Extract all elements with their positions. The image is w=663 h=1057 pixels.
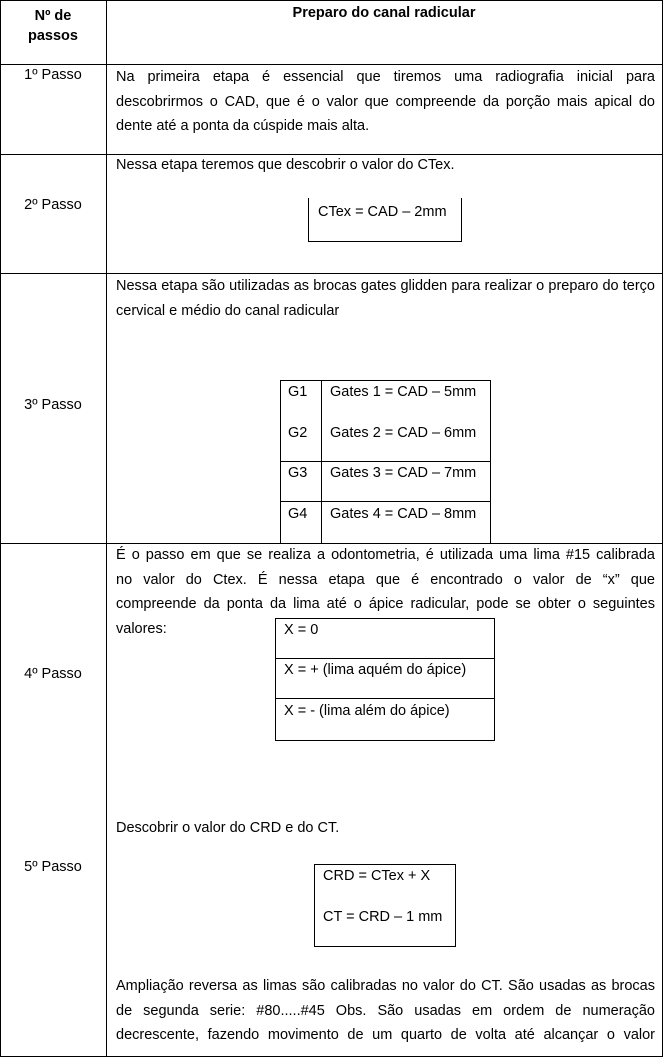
formula-text: CTex = CAD – 2mm [318,204,447,220]
header-steps-label [0,6,106,46]
step-label: 1º Passo [24,67,82,83]
step-description: Descobrir o valor do CRD e do CT. [116,820,340,836]
x-values-table [275,618,495,741]
gates-value: Gates 4 = CAD – 8mm [330,506,477,522]
gates-code: G2 [288,425,308,441]
gates-table [280,380,491,544]
gates-value: Gates 2 = CAD – 6mm [330,425,477,441]
text-line: É o passo em que se realiza a odontometria, é utilizada uma lima #15 calibrada [116,547,655,563]
formula-text: CT = CRD – 1 mm [323,909,443,925]
gates-code: G4 [288,506,308,522]
table-border-top [0,0,663,1]
x-row-divider [276,658,494,659]
gates-code: G1 [288,384,308,400]
step-label: 4º Passo [24,666,82,682]
step-label: 3º Passo [24,397,82,413]
formula-box [314,864,456,947]
header-steps-line1: Nº de [34,8,72,24]
formula-box [308,198,462,242]
x-value: X = + (lima aquém do ápice) [284,662,467,678]
gates-code: G3 [288,465,308,481]
gates-row-divider [281,461,490,462]
gates-value: Gates 3 = CAD – 7mm [330,465,477,481]
step-description: Na primeira etapa é essencial que tiremos uma radiografia inicial para descobrirmos o CAD, que é o valor que compreende da porção mais apical do dente até a ponta da cúspide mais alta. [116,69,655,134]
text-line: no valor do Ctex. É nessa etapa que é encontrado o valor de “x” que [116,571,655,588]
row-divider [0,154,663,155]
text-line: valores: [116,620,167,637]
table-border-left [0,0,1,1057]
step-description: Nessa etapa teremos que descobrir o valor do CTex. [116,157,455,173]
step-description: Nessa etapa são utilizadas as brocas gates glidden para realizar o preparo do terço cervical e médio do canal radicular [116,278,655,319]
formula-text: CRD = CTex + X [323,868,431,884]
gates-value: Gates 1 = CAD – 5mm [330,384,477,400]
gates-column-divider [321,381,322,544]
x-value: X = 0 [284,622,319,638]
header-prep-label: Preparo do canal radicular [292,5,476,21]
step-label: 5º Passo [24,859,82,875]
step-footer-text: Ampliação reversa as limas são calibradas no valor do CT. São usadas as brocas de segunda serie: #80.....#45 Obs. São usadas em ordem de numeração decrescente, fazendo movimento de um quarto de volta até alcançar o valor [116,978,655,1043]
x-row-divider [276,698,494,699]
gates-row-divider [281,501,490,502]
column-divider [106,0,107,1057]
x-value: X = - (lima além do ápice) [284,703,450,719]
header-steps-line2: passos [28,28,78,44]
step-label: 2º Passo [24,197,82,213]
text-line: compreende da ponta da lima até o ápice radicular, pode se obter o seguintes [116,596,655,612]
